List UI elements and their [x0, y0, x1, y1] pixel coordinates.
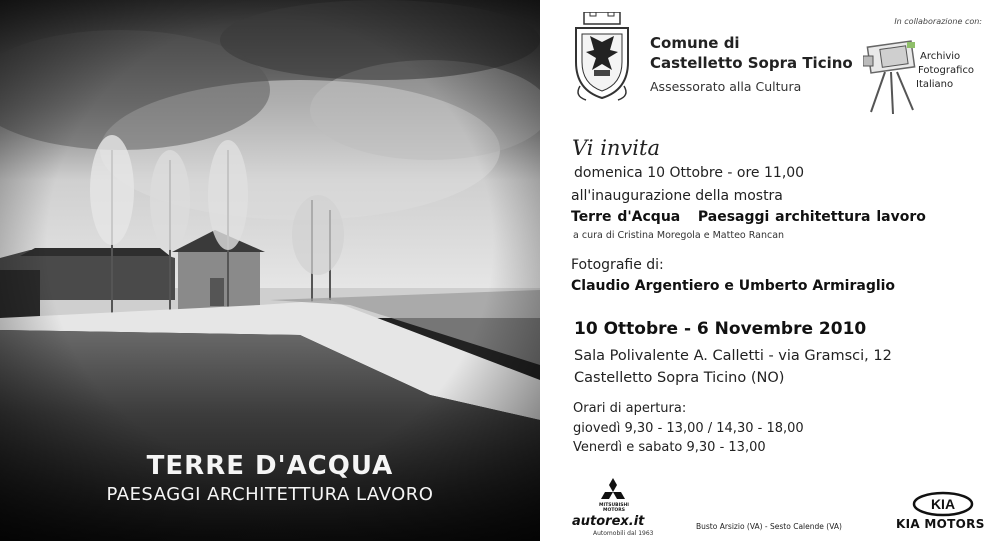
mitsubishi-diamonds-icon [596, 478, 630, 504]
camera-on-tripod-icon [863, 38, 923, 116]
autorex-tagline: Automobili dal 1963 [593, 530, 654, 537]
mitsubishi-line2: MOTORS [603, 508, 625, 513]
invitation-panel [540, 0, 992, 541]
photo-subtitle: PAESAGGI ARCHITETTURA LAVORO [106, 484, 434, 505]
venue-line1: Sala Polivalente A. Calletti - via Gramsci, 12 [574, 348, 892, 364]
assessorato: Assessorato alla Cultura [650, 79, 802, 94]
afi-line2: Fotografico [918, 65, 975, 76]
afi-line3: Italiano [916, 79, 954, 90]
inauguration-text: all'inaugurazione della mostra [571, 188, 783, 204]
kia-logo-text: KIA [930, 496, 956, 512]
opening-hours [573, 419, 804, 457]
curators-text: a cura di Cristina Moregola e Matteo Rancan [573, 230, 785, 241]
opening-date: domenica 10 Ottobre - ore 11,00 [574, 165, 805, 181]
venue-address [574, 345, 892, 389]
coat-of-arms-icon [572, 12, 632, 104]
comune-line1: Comune di [650, 34, 740, 52]
hours-line1: giovedì 9,30 - 13,00 / 14,30 - 18,00 [573, 421, 804, 436]
venue-line2: Castelletto Sopra Ticino (NO) [574, 370, 785, 386]
comune-name [650, 33, 853, 73]
exhibition-period: 10 Ottobre - 6 Novembre 2010 [574, 319, 867, 339]
opening-hours-label: Orari di apertura: [573, 401, 687, 416]
photo-title: TERRE D'ACQUA [146, 451, 394, 481]
hours-line2: Venerdì e sabato 9,30 - 13,00 [573, 440, 766, 455]
comune-line2: Castelletto Sopra Ticino [650, 54, 853, 72]
mitsubishi-line1: MITSUBISHI [599, 503, 629, 508]
exhibition-title: Terre d'Acqua Paesaggi architettura lavoro [571, 209, 926, 225]
kia-motors-text: KIA MOTORS [896, 517, 985, 531]
dealer-cities: Busto Arsizio (VA) - Sesto Calende (VA) [696, 522, 842, 531]
kia-oval-logo-icon [912, 491, 974, 517]
collaboration-label: In collaborazione con: [894, 17, 982, 26]
photographers-names: Claudio Argentiero e Umberto Armiraglio [571, 278, 896, 294]
autorex-logo: autorex.it [572, 514, 645, 529]
invita-heading: Vi invita [572, 136, 660, 160]
archivio-fotografico-logo-text [916, 50, 975, 92]
afi-line1: Archivio [920, 51, 961, 62]
mitsubishi-motors-text [598, 503, 630, 513]
photographers-label: Fotografie di: [571, 257, 664, 273]
